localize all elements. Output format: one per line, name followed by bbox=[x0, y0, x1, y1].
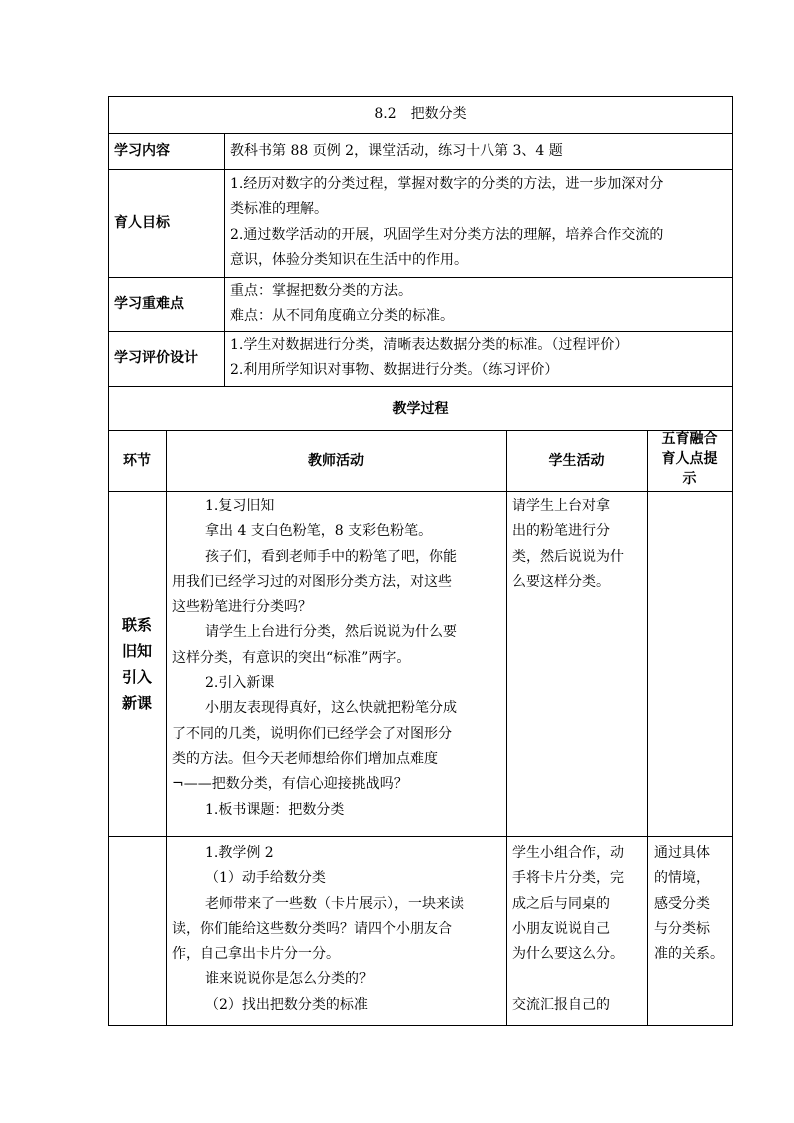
label-key-points: 学习重难点 bbox=[114, 296, 184, 312]
header-teacher: 教师活动 bbox=[308, 453, 364, 469]
teacher-line: 这样分类，有意识的突出“标准”两字。 bbox=[172, 649, 411, 666]
teacher-line: 读，你们能给这些数分类吗？请四个小朋友合 bbox=[172, 920, 452, 937]
evaluation-line: 2.利用所学知识对事物、数据进行分类。（练习评价） bbox=[230, 362, 559, 379]
goals-line: 1.经历对数字的分类过程，掌握对数字的分类的方法，进一步加深对分 bbox=[230, 176, 664, 192]
label-learning-content: 学习内容 bbox=[114, 143, 170, 159]
key-points-line: 重点：掌握把数分类的方法。 bbox=[230, 283, 412, 299]
teacher-line: 2.引入新课 bbox=[205, 675, 275, 692]
student-line: 手将卡片分类，完 bbox=[512, 870, 624, 887]
section1-stage bbox=[108, 612, 166, 716]
student-line: 为什么要这么分。 bbox=[512, 946, 624, 963]
teacher-line: ¬——把数分类，有信心迎接挑战吗？ bbox=[172, 776, 408, 793]
border-top bbox=[108, 96, 733, 97]
header-edu-line: 五育融合 bbox=[661, 431, 718, 447]
divider-headers bbox=[108, 491, 733, 492]
student-line: 类，然后说说为什 bbox=[512, 548, 624, 565]
edu-line: 感受分类 bbox=[654, 895, 710, 912]
student-column-divider bbox=[647, 430, 648, 1026]
edu-line: 准的关系。 bbox=[654, 946, 724, 963]
student-line bbox=[512, 967, 624, 992]
border-right bbox=[732, 96, 733, 1026]
evaluation-line: 1.学生对数据进行分类，清晰表达数据分类的标准。（过程评价） bbox=[230, 337, 629, 353]
goals-line: 意识，体验分类知识在生活中的作用。 bbox=[230, 251, 468, 268]
section1-teacher-activity bbox=[172, 494, 457, 823]
section2-teacher-activity bbox=[172, 841, 464, 1018]
divider-process bbox=[108, 430, 733, 431]
student-line: 成之后与同桌的 bbox=[512, 895, 610, 912]
goals-line: 2.通过数学活动的开展，巩固学生对分类方法的理解，培养合作交流的 bbox=[230, 226, 664, 243]
label-goals: 育人目标 bbox=[114, 215, 170, 231]
student-line: 学生小组合作，动 bbox=[512, 845, 624, 861]
header-edu-line: 示 bbox=[682, 471, 697, 487]
border-left bbox=[108, 96, 109, 1026]
edu-line: 与分类标 bbox=[654, 920, 710, 937]
teacher-line: 请学生上台进行分类，然后说说为什么要 bbox=[205, 624, 457, 641]
header-edu bbox=[647, 428, 732, 489]
divider-content bbox=[108, 169, 733, 170]
divider-keypoints bbox=[108, 331, 733, 332]
teacher-line: 老师带来了一些数（卡片展示），一块来读 bbox=[205, 895, 464, 912]
value-key-points bbox=[230, 279, 454, 330]
header-stage: 环节 bbox=[123, 453, 151, 469]
teacher-line: （2）找出把数分类的标准 bbox=[205, 996, 368, 1013]
teacher-line: 谁来说说你是怎么分类的？ bbox=[205, 971, 373, 988]
student-line: 小朋友说说自己 bbox=[512, 920, 610, 937]
border-bottom bbox=[108, 1025, 733, 1026]
label-column-divider bbox=[224, 133, 225, 387]
teacher-line: 1.板书课题：把数分类 bbox=[205, 801, 345, 818]
teacher-line: 了不同的几类，说明你们已经学会了对图形分 bbox=[172, 725, 452, 742]
divider-evaluation bbox=[108, 386, 733, 387]
teacher-line: 用我们已经学习过的对图形分类方法，对这些 bbox=[172, 573, 452, 590]
key-points-line: 难点：从不同角度确立分类的标准。 bbox=[230, 308, 454, 325]
student-line: 交流汇报自己的 bbox=[512, 996, 610, 1013]
goals-line: 类标准的理解。 bbox=[230, 201, 328, 218]
teacher-line: 这些粉笔进行分类吗？ bbox=[172, 599, 312, 616]
teacher-line: 孩子们，看到老师手中的粉笔了吧，你能 bbox=[205, 548, 457, 565]
divider-title bbox=[108, 133, 733, 134]
edu-line: 的情境， bbox=[654, 870, 710, 887]
teacher-line: 1.教学例 2 bbox=[205, 845, 274, 861]
stage-line: 旧知 bbox=[121, 642, 152, 660]
process-title: 教学过程 bbox=[392, 401, 449, 417]
teacher-column-divider bbox=[506, 430, 507, 1026]
stage-line: 引入 bbox=[121, 668, 152, 686]
edu-line: 通过具体 bbox=[654, 845, 710, 861]
divider-section1 bbox=[108, 836, 733, 837]
teacher-line: 作，自己拿出卡片分一分。 bbox=[172, 946, 340, 963]
section2-edu-points bbox=[654, 841, 724, 967]
stage-line: 新课 bbox=[121, 694, 152, 712]
page-title: 8.2 把数分类 bbox=[374, 106, 467, 122]
teacher-line: （1）动手给数分类 bbox=[205, 870, 326, 887]
teacher-line: 类的方法。但今天老师想给你们增加点难度 bbox=[172, 750, 438, 767]
teacher-line: 小朋友表现得真好，这么快就把粉笔分成 bbox=[205, 700, 457, 717]
stage-line: 联系 bbox=[121, 616, 152, 634]
teacher-line: 拿出 4 支白色粉笔，8 支彩色粉笔。 bbox=[205, 523, 433, 540]
header-edu-line: 育人点提 bbox=[661, 451, 718, 467]
student-line: 请学生上台对拿 bbox=[512, 498, 610, 514]
stage-column-divider bbox=[166, 430, 167, 1026]
student-line: 出的粉笔进行分 bbox=[512, 523, 610, 540]
value-goals bbox=[230, 172, 663, 273]
divider-goals bbox=[108, 277, 733, 278]
teacher-line: 1.复习旧知 bbox=[205, 498, 275, 514]
student-line: 么要这样分类。 bbox=[512, 573, 610, 590]
section2-student-activity bbox=[512, 841, 624, 1018]
section1-student-activity bbox=[512, 494, 624, 595]
label-evaluation: 学习评价设计 bbox=[114, 350, 198, 366]
value-learning-content: 教科书第 88 页例 2，课堂活动，练习十八第 3、4 题 bbox=[230, 143, 563, 159]
header-student: 学生活动 bbox=[548, 453, 605, 469]
value-evaluation bbox=[230, 333, 628, 384]
